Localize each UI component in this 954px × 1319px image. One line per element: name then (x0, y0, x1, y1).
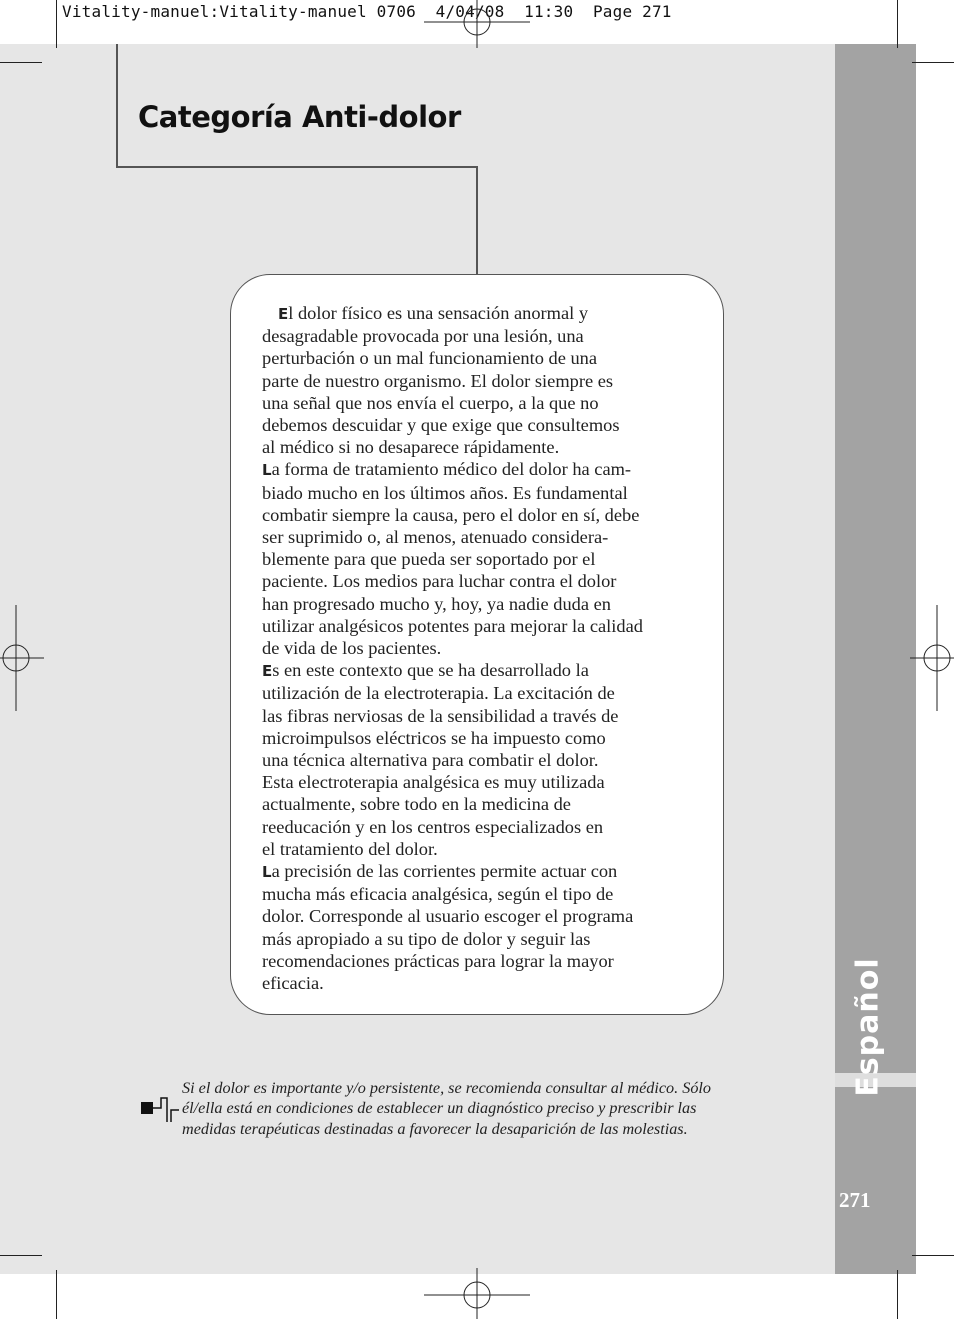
registration-mark-icon (0, 605, 44, 711)
registration-mark-icon (424, 0, 530, 50)
registration-mark-icon (910, 605, 954, 711)
page-title: Categoría Anti-dolor (138, 100, 461, 134)
paragraph-line: combatir siempre la causa, pero el dolor en sí, debe (262, 504, 640, 525)
drop-cap: E (262, 662, 273, 681)
paragraph-line: blemente para que pueda ser soportado por el (262, 549, 596, 570)
crop-mark (897, 0, 898, 48)
drop-cap: L (262, 863, 272, 882)
note-line: Si el dolor es importante y/o persistente, se recomienda consultar al médico. Sólo (182, 1079, 712, 1097)
paragraph-1 (262, 302, 702, 458)
paragraph-line: actualmente, sobre todo en la medicina de (262, 794, 571, 815)
printer-slug: Vitality-manuel:Vitality-manuel 0706 4/04/08 11:30 Page 271 (62, 2, 672, 21)
paragraph-line: eficacia. (262, 973, 324, 994)
paragraph-line: de vida de los pacientes. (262, 638, 442, 659)
body-text (262, 302, 702, 994)
title-bracket-left (116, 44, 118, 168)
paragraph-line: Esta electroterapia analgésica es muy utilizada (262, 772, 605, 793)
language-label: Español (850, 957, 886, 1097)
paragraph-line: microimpulsos eléctricos se ha impuesto como (262, 727, 606, 748)
drop-cap: E (278, 305, 289, 323)
paragraph-line: recomendaciones prácticas para lograr la mayor (262, 950, 614, 971)
paragraph-line: paciente. Los medios para luchar contra el dolor (262, 571, 617, 592)
paragraph-line: debemos descuidar y que exige que consultemos (262, 415, 620, 436)
page-number: 271 (839, 1188, 871, 1212)
crop-mark (912, 62, 954, 63)
crop-mark (0, 1255, 42, 1256)
crop-mark (56, 1270, 57, 1319)
paragraph-3 (262, 659, 702, 860)
paragraph-line: las fibras nerviosas de la sensibilidad a través de (262, 705, 619, 726)
paragraph-line: utilizar analgésicos potentes para mejorar la calidad (262, 615, 643, 636)
electrode-plug-icon (139, 1094, 183, 1122)
title-bracket-bottom (116, 166, 478, 168)
paragraph-line: han progresado mucho y, hoy, ya nadie duda en (262, 593, 611, 614)
paragraph-line: perturbación o un mal funcionamiento de una (262, 348, 598, 369)
paragraph-line: reeducación y en los centros especializados en (262, 816, 604, 837)
paragraph-line: una señal que nos envía el cuerpo, a la que no (262, 392, 599, 413)
paragraph-line: una técnica alternativa para combatir el dolor. (262, 750, 599, 771)
note-line: medidas terapéuticas destinadas a favorecer la desaparición de las molestias. (182, 1119, 688, 1138)
crop-mark (897, 1270, 898, 1319)
paragraph-line: La precisión de las corrientes permite actuar con (262, 861, 618, 882)
note-line: él/ella está en condiciones de establecer un diagnóstico preciso y prescribir las (182, 1099, 697, 1118)
paragraph-line: dolor. Corresponde al usuario escoger el programa (262, 906, 634, 927)
paragraph-line: La forma de tratamiento médico del dolor ha cam- (262, 459, 632, 480)
crop-mark (0, 62, 42, 63)
paragraph-line: biado mucho en los últimos años. Es fundamental (262, 482, 628, 503)
crop-mark (912, 1255, 954, 1256)
paragraph-line: utilización de la electroterapia. La excitación de (262, 683, 615, 704)
registration-mark-icon (424, 1268, 530, 1319)
paragraph-line: El dolor físico es una sensación anormal y (278, 303, 589, 323)
title-bracket-connector (476, 166, 478, 274)
paragraph-line: ser suprimido o, al menos, atenuado considera- (262, 527, 609, 548)
crop-mark (56, 0, 57, 48)
paragraph-line: parte de nuestro organismo. El dolor siempre es (262, 370, 614, 391)
paragraph-line: el tratamiento del dolor. (262, 838, 438, 859)
drop-cap: L (262, 461, 272, 480)
medical-note (182, 1078, 802, 1139)
paragraph-2 (262, 458, 702, 659)
paragraph-line: desagradable provocada por una lesión, una (262, 326, 584, 347)
paragraph-line: al médico si no desaparece rápidamente. (262, 437, 560, 458)
paragraph-4 (262, 860, 702, 994)
paragraph-line: más apropiado a su tipo de dolor y seguir las (262, 928, 591, 949)
paragraph-line: mucha más eficacia analgésica, según el tipo de (262, 884, 614, 905)
paragraph-line: Es en este contexto que se ha desarrollado la (262, 660, 589, 681)
